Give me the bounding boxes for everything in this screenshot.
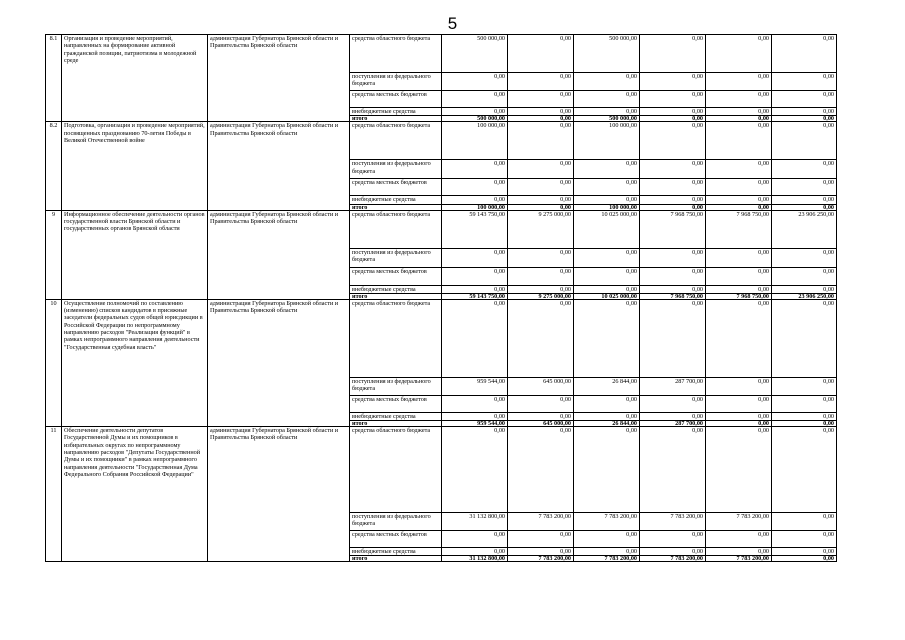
amount-cell: 0,00 [508,548,574,556]
amount-cell: 0,00 [442,73,508,91]
amount-cell: 0,00 [574,285,640,293]
amount-cell: 0,00 [772,395,837,412]
amount-cell: 0,00 [706,421,772,427]
amount-cell: 0,00 [706,91,772,108]
budget-table-body [46,35,837,562]
amount-cell: 0,00 [508,122,574,160]
amount-cell: 0,00 [508,91,574,108]
table-row [46,35,837,73]
executor: администрация Губернатора Брянской области и Правительства Брянской области [208,210,350,299]
amount-cell: 0,00 [772,427,837,513]
activity-name: Осуществление полномочий по составлению (изменению) списков кандидатов в присяжные заседатели федеральных судов общей юрисдикции в Российской Федерации по непрограммному направлению расходов "Реализация функций" в рамках непрограммного направления деятельности "Государственная судебная власть" [62,299,208,426]
funding-source: средства областного бюджета [350,299,442,377]
amount-cell: 0,00 [442,267,508,285]
amount-cell: 10 025 000,00 [574,293,640,299]
amount-cell: 0,00 [640,299,706,377]
amount-cell: 0,00 [640,248,706,267]
amount-cell: 100 000,00 [574,204,640,210]
amount-cell: 0,00 [772,513,837,531]
amount-cell: 0,00 [772,116,837,122]
amount-cell: 26 844,00 [574,421,640,427]
amount-cell: 0,00 [508,267,574,285]
amount-cell: 0,00 [508,299,574,377]
amount-cell: 0,00 [706,285,772,293]
amount-cell: 31 132 800,00 [442,513,508,531]
funding-source: средства местных бюджетов [350,91,442,108]
amount-cell: 0,00 [772,548,837,556]
amount-cell: 7 783 200,00 [508,513,574,531]
amount-cell: 0,00 [706,179,772,196]
amount-cell: 0,00 [574,160,640,179]
funding-source: поступления из федерального бюджета [350,160,442,179]
amount-cell: 645 000,00 [508,377,574,395]
amount-cell: 9 275 000,00 [508,210,574,248]
activity-name: Информационное обеспечение деятельности органов государственной власти Брянской области и государственных органов Брянской области [62,210,208,299]
amount-cell: 0,00 [574,108,640,116]
row-number: 9 [46,210,62,299]
amount-cell: 0,00 [772,285,837,293]
amount-cell: 0,00 [640,204,706,210]
amount-cell: 0,00 [574,248,640,267]
table-row [46,299,837,377]
funding-source: внебюджетные средства [350,412,442,420]
amount-cell: 0,00 [574,548,640,556]
amount-cell: 10 025 000,00 [574,210,640,248]
amount-cell: 0,00 [574,299,640,377]
row-number: 8.2 [46,122,62,210]
amount-cell: 0,00 [508,204,574,210]
amount-cell: 9 275 000,00 [508,293,574,299]
amount-cell: 0,00 [706,377,772,395]
amount-cell: 0,00 [508,108,574,116]
funding-source: средства областного бюджета [350,427,442,513]
amount-cell: 645 000,00 [508,421,574,427]
funding-source: поступления из федерального бюджета [350,513,442,531]
amount-cell: 0,00 [772,108,837,116]
amount-cell: 0,00 [772,299,837,377]
funding-source: итого [350,204,442,210]
funding-source: внебюджетные средства [350,285,442,293]
amount-cell: 0,00 [640,412,706,420]
amount-cell: 959 544,00 [442,421,508,427]
amount-cell: 23 906 250,00 [772,210,837,248]
amount-cell: 0,00 [640,116,706,122]
amount-cell: 500 000,00 [442,35,508,73]
funding-source: поступления из федерального бюджета [350,73,442,91]
amount-cell: 0,00 [772,421,837,427]
amount-cell: 0,00 [574,196,640,204]
funding-source: средства областного бюджета [350,210,442,248]
amount-cell: 0,00 [772,204,837,210]
row-number: 10 [46,299,62,426]
amount-cell: 0,00 [508,412,574,420]
amount-cell: 500 000,00 [574,35,640,73]
amount-cell: 500 000,00 [574,116,640,122]
row-number: 11 [46,427,62,562]
amount-cell: 0,00 [640,427,706,513]
amount-cell: 7 783 200,00 [706,556,772,562]
amount-cell: 0,00 [640,160,706,179]
amount-cell: 0,00 [640,395,706,412]
amount-cell: 0,00 [508,531,574,548]
amount-cell: 0,00 [442,412,508,420]
amount-cell: 0,00 [706,412,772,420]
amount-cell: 31 132 800,00 [442,556,508,562]
amount-cell: 0,00 [640,548,706,556]
amount-cell: 0,00 [442,548,508,556]
amount-cell: 0,00 [706,267,772,285]
amount-cell: 0,00 [442,196,508,204]
page-number: 5 [447,14,458,33]
activity-name: Организация и проведение мероприятий, направленных на формирование активной гражданской позиции, патриотизма в молодежной среде [62,35,208,122]
table-row [46,427,837,513]
amount-cell: 0,00 [508,196,574,204]
amount-cell: 0,00 [640,122,706,160]
funding-source: поступления из федерального бюджета [350,377,442,395]
amount-cell: 0,00 [772,412,837,420]
funding-source: итого [350,556,442,562]
amount-cell: 7 968 750,00 [706,293,772,299]
amount-cell: 0,00 [640,531,706,548]
executor: администрация Губернатора Брянской области и Правительства Брянской области [208,427,350,562]
funding-source: итого [350,293,442,299]
funding-source: внебюджетные средства [350,548,442,556]
amount-cell: 0,00 [574,427,640,513]
activity-name: Обеспечение деятельности депутатов Государственной Думы и их помощников в избирательных округах по непрограммному направлению расходов "Депутаты Государственной Думы и их помощники" в рамках непрограммного направления деятельности "Государственная Дума Федерального Собрания Российской Федерации" [62,427,208,562]
amount-cell: 0,00 [772,556,837,562]
funding-source: внебюджетные средства [350,108,442,116]
amount-cell: 7 783 200,00 [706,513,772,531]
amount-cell: 0,00 [508,285,574,293]
amount-cell: 0,00 [772,248,837,267]
amount-cell: 959 544,00 [442,377,508,395]
amount-cell: 23 906 250,00 [772,293,837,299]
amount-cell: 0,00 [442,248,508,267]
amount-cell: 0,00 [640,267,706,285]
amount-cell: 0,00 [706,548,772,556]
table-row [46,122,837,160]
amount-cell: 0,00 [706,427,772,513]
amount-cell: 7 968 750,00 [706,210,772,248]
amount-cell: 0,00 [442,395,508,412]
amount-cell: 0,00 [772,122,837,160]
amount-cell: 500 000,00 [442,116,508,122]
amount-cell: 0,00 [772,196,837,204]
amount-cell: 0,00 [772,91,837,108]
amount-cell: 0,00 [640,73,706,91]
funding-source: внебюджетные средства [350,196,442,204]
amount-cell: 0,00 [706,299,772,377]
amount-cell: 0,00 [706,35,772,73]
amount-cell: 0,00 [574,267,640,285]
amount-cell: 0,00 [508,427,574,513]
amount-cell: 0,00 [640,108,706,116]
amount-cell: 0,00 [508,248,574,267]
amount-cell: 0,00 [640,196,706,204]
amount-cell: 0,00 [442,179,508,196]
funding-source: итого [350,116,442,122]
amount-cell: 0,00 [508,179,574,196]
amount-cell: 7 783 200,00 [640,513,706,531]
amount-cell: 0,00 [442,160,508,179]
amount-cell: 7 968 750,00 [640,210,706,248]
amount-cell: 59 143 750,00 [442,210,508,248]
budget-table [45,34,837,562]
executor: администрация Губернатора Брянской области и Правительства Брянской области [208,35,350,122]
amount-cell: 0,00 [508,73,574,91]
amount-cell: 287 700,00 [640,421,706,427]
amount-cell: 0,00 [574,73,640,91]
amount-cell: 0,00 [706,196,772,204]
amount-cell: 7 968 750,00 [640,293,706,299]
amount-cell: 100 000,00 [574,122,640,160]
amount-cell: 0,00 [508,116,574,122]
amount-cell: 26 844,00 [574,377,640,395]
amount-cell: 0,00 [640,179,706,196]
amount-cell: 0,00 [640,91,706,108]
executor: администрация Губернатора Брянской области и Правительства Брянской области [208,299,350,426]
amount-cell: 0,00 [442,108,508,116]
amount-cell: 0,00 [442,285,508,293]
amount-cell: 0,00 [772,531,837,548]
amount-cell: 0,00 [442,299,508,377]
activity-name: Подготовка, организация и проведение мероприятий, посвященных празднованию 70-летия Победы в Великой Отечественной войне [62,122,208,210]
funding-source: средства областного бюджета [350,122,442,160]
amount-cell: 0,00 [640,285,706,293]
amount-cell: 0,00 [706,204,772,210]
amount-cell: 0,00 [574,531,640,548]
amount-cell: 0,00 [640,35,706,73]
amount-cell: 0,00 [442,91,508,108]
funding-source: итого [350,421,442,427]
row-number: 8.1 [46,35,62,122]
amount-cell: 0,00 [574,179,640,196]
amount-cell: 0,00 [706,73,772,91]
amount-cell: 0,00 [574,412,640,420]
amount-cell: 7 783 200,00 [508,556,574,562]
amount-cell: 0,00 [772,377,837,395]
amount-cell: 0,00 [574,395,640,412]
amount-cell: 0,00 [706,122,772,160]
funding-source: средства местных бюджетов [350,395,442,412]
amount-cell: 7 783 200,00 [574,556,640,562]
funding-source: средства местных бюджетов [350,531,442,548]
amount-cell: 0,00 [508,160,574,179]
amount-cell: 0,00 [442,427,508,513]
amount-cell: 7 783 200,00 [640,556,706,562]
amount-cell: 0,00 [442,531,508,548]
amount-cell: 0,00 [772,35,837,73]
amount-cell: 0,00 [508,35,574,73]
amount-cell: 100 000,00 [442,122,508,160]
funding-source: поступления из федерального бюджета [350,248,442,267]
amount-cell: 0,00 [706,108,772,116]
amount-cell: 0,00 [706,248,772,267]
amount-cell: 0,00 [772,179,837,196]
amount-cell: 100 000,00 [442,204,508,210]
amount-cell: 0,00 [706,116,772,122]
amount-cell: 0,00 [706,160,772,179]
amount-cell: 287 700,00 [640,377,706,395]
funding-source: средства местных бюджетов [350,267,442,285]
amount-cell: 0,00 [772,267,837,285]
amount-cell: 0,00 [508,395,574,412]
amount-cell: 0,00 [772,160,837,179]
funding-source: средства местных бюджетов [350,179,442,196]
table-row [46,210,837,248]
amount-cell: 7 783 200,00 [574,513,640,531]
amount-cell: 0,00 [706,531,772,548]
amount-cell: 0,00 [574,91,640,108]
executor: администрация Губернатора Брянской области и Правительства Брянской области [208,122,350,210]
funding-source: средства областного бюджета [350,35,442,73]
amount-cell: 0,00 [706,395,772,412]
amount-cell: 59 143 750,00 [442,293,508,299]
amount-cell: 0,00 [772,73,837,91]
